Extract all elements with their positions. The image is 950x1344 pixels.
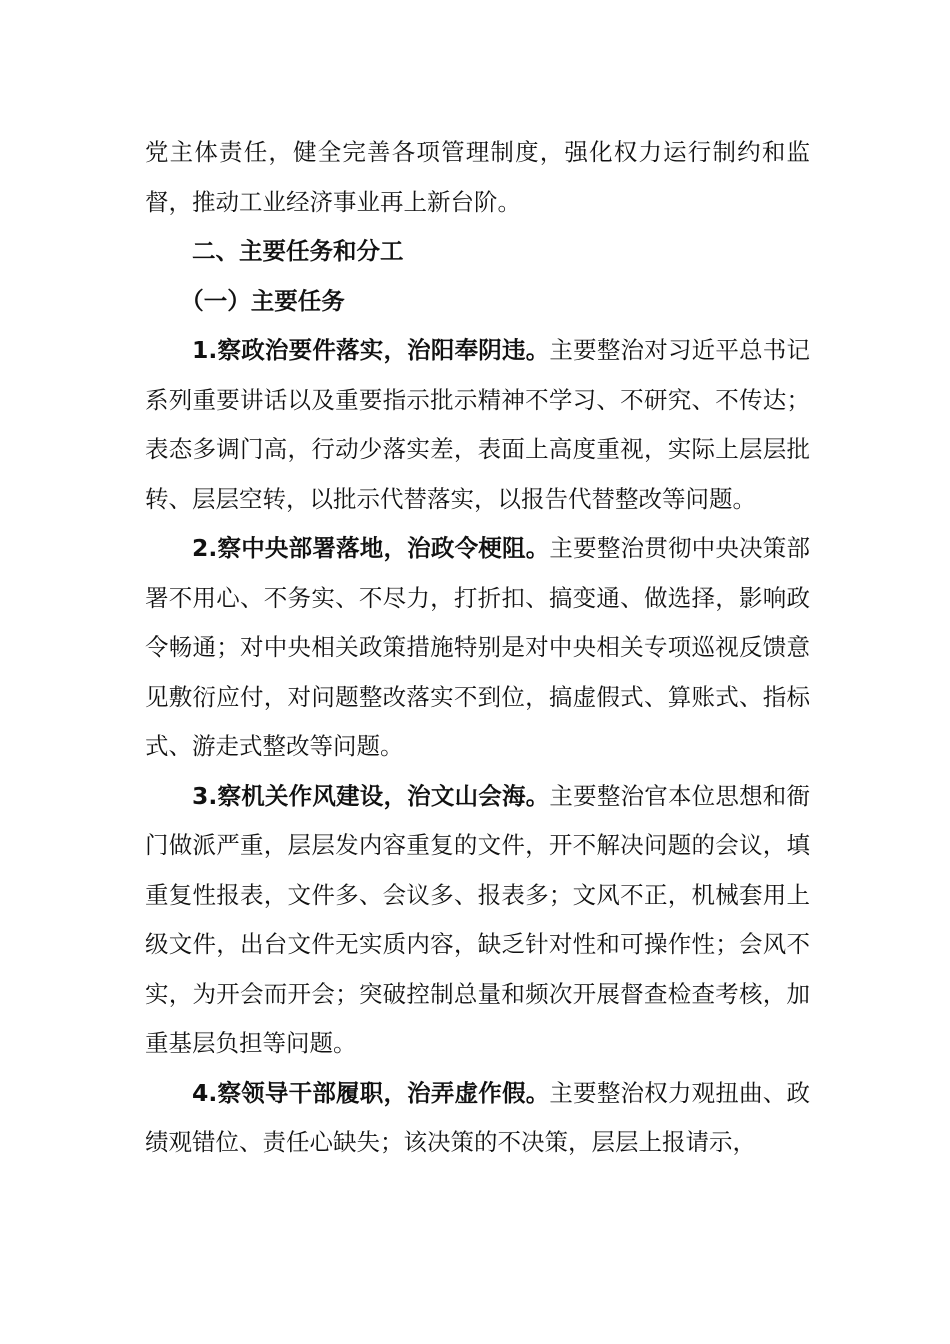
section-heading: 二、主要任务和分工 xyxy=(192,237,404,265)
task-item-4 xyxy=(145,1069,810,1168)
task-item-body: 主要整治贯彻中央决策部署不用心、不务实、不尽力，打折扣、搞变通、做选择，影响政令畅通；对中央相关政策措施特别是对中央相关专项巡视反馈意见敷衍应付，对问题整改落实不到位，搞虚假式、算账式、指标式、游走式整改等问题。 xyxy=(145,534,811,760)
task-item-body: 主要整治官本位思想和衙门做派严重，层层发内容重复的文件，开不解决问题的会议，填重复性报表，文件多、会议多、报表多；文风不正，机械套用上级文件，出台文件无实质内容，缺乏针对性和可操作性；会风不实，为开会而开会；突破控制总量和频次开展督查检查考核，加重基层负担等问题。 xyxy=(145,781,811,1057)
task-item-lead: 4.察领导干部履职，治弄虚作假。 xyxy=(192,1078,550,1107)
task-item-lead: 3.察机关作风建设，治文山会海。 xyxy=(192,781,550,810)
task-item-3 xyxy=(145,772,810,1069)
subsection-heading: （一）主要任务 xyxy=(180,286,345,315)
task-item-lead: 1.察政治要件落实，治阳奉阴违。 xyxy=(192,336,550,364)
task-item-lead: 2.察中央部署落地，治政令梗阻。 xyxy=(192,534,550,562)
task-item-2 xyxy=(145,524,810,772)
task-item-body: 主要整治对习近平总书记系列重要讲话以及重要指示批示精神不学习、不研究、不传达；表态多调门高，行动少落实差，表面上高度重视，实际上层层批转、层层空转，以批示代替落实，以报告代替整改等问题。 xyxy=(145,336,811,513)
continuation-text: 党主体责任，健全完善各项管理制度，强化权力运行制约和监督，推动工业经济事业再上新台阶。 xyxy=(145,138,810,216)
task-item-body: 主要整治权力观扭曲、政绩观错位、责任心缺失；该决策的不决策，层层上报请示， xyxy=(145,1078,811,1156)
document-body xyxy=(145,128,810,1168)
continuation-paragraph xyxy=(145,128,810,227)
task-item-1 xyxy=(145,326,810,524)
